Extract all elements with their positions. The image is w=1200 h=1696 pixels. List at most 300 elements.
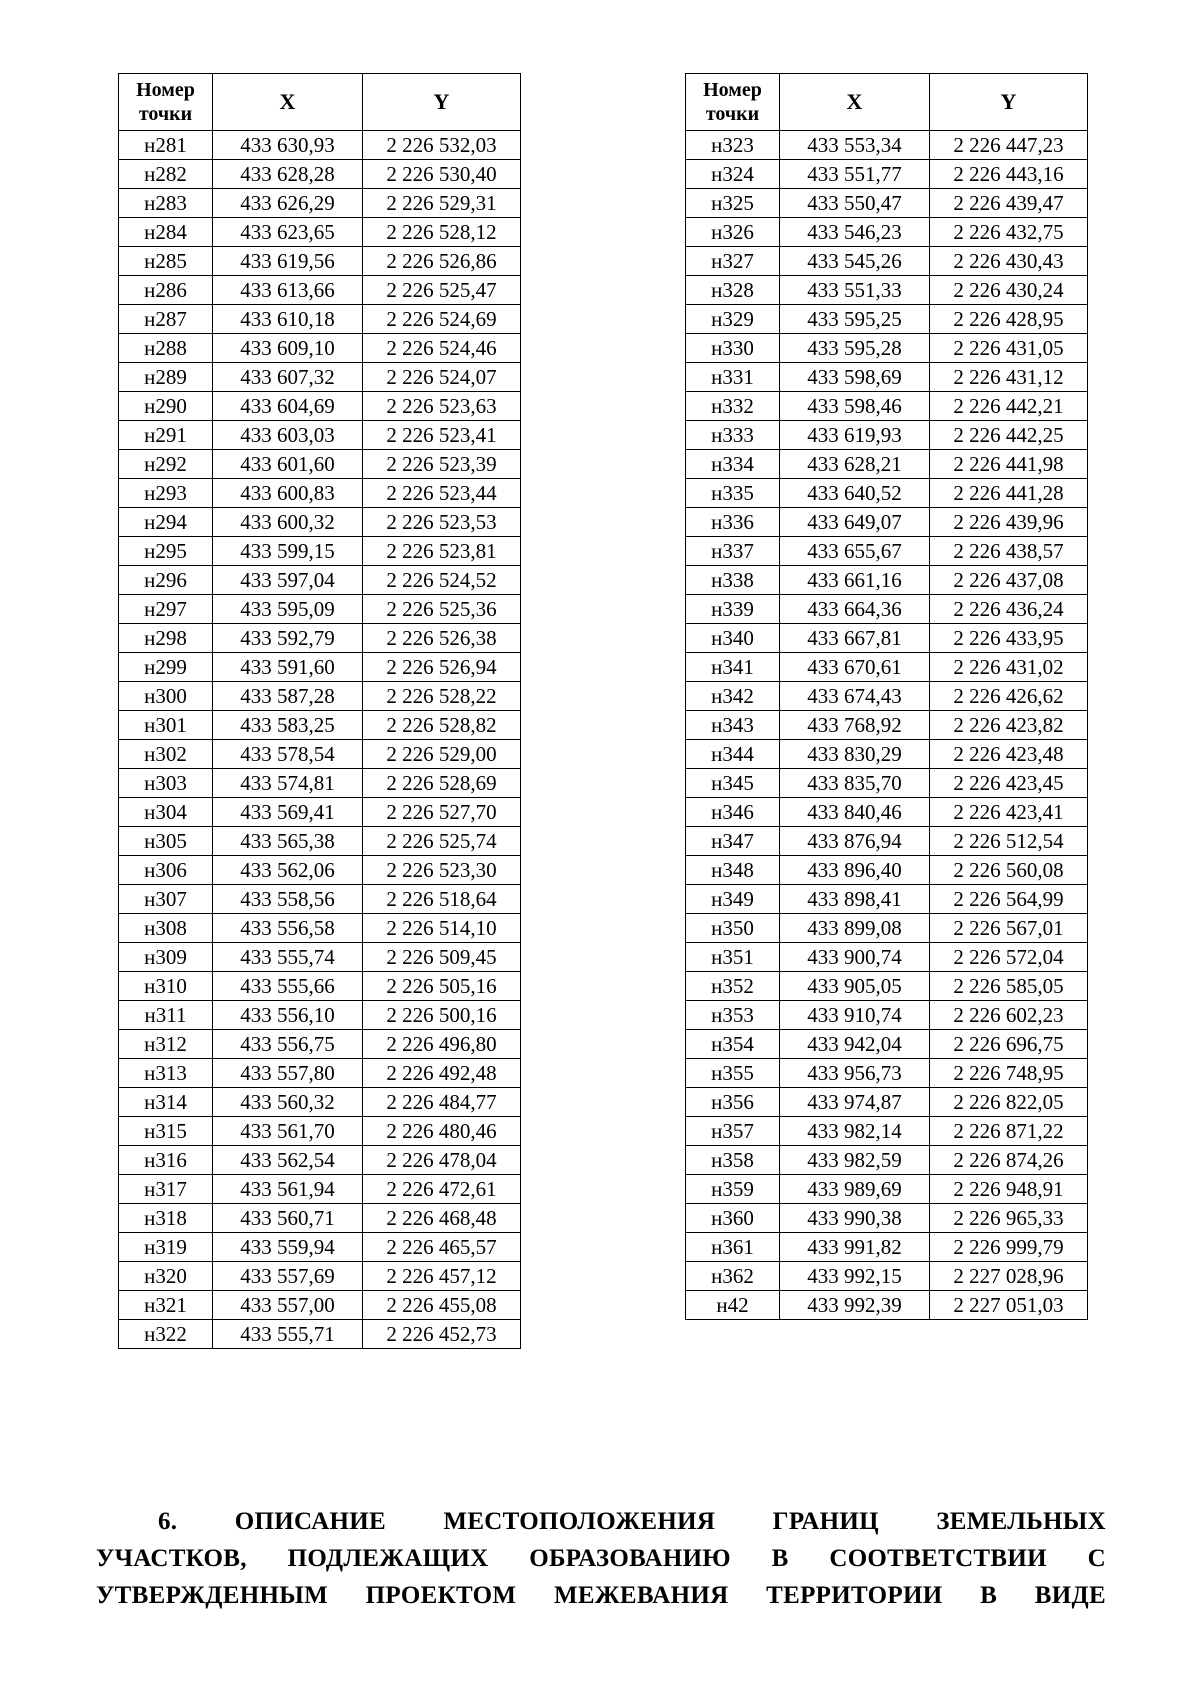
y-coordinate-cell: 2 226 532,03	[363, 131, 521, 160]
table-row	[686, 218, 1088, 247]
table-row	[119, 1320, 521, 1349]
point-number-cell: н361	[686, 1233, 780, 1262]
table-row	[686, 1088, 1088, 1117]
x-coordinate-cell: 433 595,28	[780, 334, 930, 363]
y-coordinate-cell: 2 226 523,81	[363, 537, 521, 566]
table-row	[119, 856, 521, 885]
table-row	[119, 1059, 521, 1088]
point-number-cell: н353	[686, 1001, 780, 1030]
x-coordinate-cell: 433 545,26	[780, 247, 930, 276]
x-coordinate-cell: 433 876,94	[780, 827, 930, 856]
point-number-cell: н357	[686, 1117, 780, 1146]
y-coordinate-cell: 2 226 526,86	[363, 247, 521, 276]
point-number-cell: н332	[686, 392, 780, 421]
x-coordinate-cell: 433 982,14	[780, 1117, 930, 1146]
y-coordinate-cell: 2 226 431,02	[930, 653, 1088, 682]
table-row	[119, 1204, 521, 1233]
x-coordinate-cell: 433 674,43	[780, 682, 930, 711]
point-number-cell: н359	[686, 1175, 780, 1204]
table-row	[119, 276, 521, 305]
table-row	[686, 1146, 1088, 1175]
table-row	[119, 421, 521, 450]
x-coordinate-cell: 433 835,70	[780, 769, 930, 798]
table-row	[119, 1233, 521, 1262]
y-coordinate-cell: 2 226 696,75	[930, 1030, 1088, 1059]
point-number-cell: н295	[119, 537, 213, 566]
table-row	[686, 131, 1088, 160]
point-number-cell: н328	[686, 276, 780, 305]
y-coordinate-cell: 2 226 441,98	[930, 450, 1088, 479]
x-coordinate-cell: 433 623,65	[213, 218, 363, 247]
x-coordinate-cell: 433 559,94	[213, 1233, 363, 1262]
y-coordinate-cell: 2 226 518,64	[363, 885, 521, 914]
point-number-cell: н302	[119, 740, 213, 769]
table-row	[119, 334, 521, 363]
x-coordinate-cell: 433 956,73	[780, 1059, 930, 1088]
y-coordinate-cell: 2 226 455,08	[363, 1291, 521, 1320]
table-row	[119, 624, 521, 653]
point-number-cell: н296	[119, 566, 213, 595]
point-number-cell: н312	[119, 1030, 213, 1059]
y-coordinate-cell: 2 226 564,99	[930, 885, 1088, 914]
point-number-cell: н309	[119, 943, 213, 972]
point-number-cell: н355	[686, 1059, 780, 1088]
x-coordinate-cell: 433 595,09	[213, 595, 363, 624]
table-row	[686, 276, 1088, 305]
y-coordinate-cell: 2 226 525,47	[363, 276, 521, 305]
y-coordinate-cell: 2 226 948,91	[930, 1175, 1088, 1204]
table-row	[686, 247, 1088, 276]
table-row	[119, 740, 521, 769]
x-coordinate-cell: 433 604,69	[213, 392, 363, 421]
point-number-cell: н288	[119, 334, 213, 363]
x-coordinate-cell: 433 896,40	[780, 856, 930, 885]
table-row	[119, 160, 521, 189]
table-row	[686, 1204, 1088, 1233]
table-row	[686, 450, 1088, 479]
x-coordinate-cell: 433 555,74	[213, 943, 363, 972]
table-row	[686, 885, 1088, 914]
x-coordinate-cell: 433 557,80	[213, 1059, 363, 1088]
table-row	[119, 1088, 521, 1117]
point-number-cell: н290	[119, 392, 213, 421]
table-row	[119, 131, 521, 160]
x-coordinate-cell: 433 556,10	[213, 1001, 363, 1030]
table-row	[686, 479, 1088, 508]
x-coordinate-cell: 433 583,25	[213, 711, 363, 740]
y-coordinate-cell: 2 226 526,38	[363, 624, 521, 653]
y-coordinate-cell: 2 226 999,79	[930, 1233, 1088, 1262]
x-coordinate-cell: 433 991,82	[780, 1233, 930, 1262]
y-coordinate-cell: 2 226 438,57	[930, 537, 1088, 566]
point-number-cell: н304	[119, 798, 213, 827]
table-row	[686, 1291, 1088, 1320]
table-row	[686, 595, 1088, 624]
y-coordinate-cell: 2 226 527,70	[363, 798, 521, 827]
y-coordinate-cell: 2 226 523,30	[363, 856, 521, 885]
table-row	[119, 914, 521, 943]
y-coordinate-cell: 2 226 965,33	[930, 1204, 1088, 1233]
x-coordinate-cell: 433 591,60	[213, 653, 363, 682]
x-coordinate-cell: 433 649,07	[780, 508, 930, 537]
table-row	[119, 798, 521, 827]
table-row	[686, 856, 1088, 885]
table-row	[686, 769, 1088, 798]
x-coordinate-cell: 433 560,71	[213, 1204, 363, 1233]
point-number-cell: н336	[686, 508, 780, 537]
point-number-cell: н344	[686, 740, 780, 769]
point-number-cell: н287	[119, 305, 213, 334]
y-coordinate-cell: 2 226 528,22	[363, 682, 521, 711]
x-coordinate-cell: 433 768,92	[780, 711, 930, 740]
y-coordinate-cell: 2 226 523,53	[363, 508, 521, 537]
point-number-cell: н303	[119, 769, 213, 798]
y-coordinate-cell: 2 226 457,12	[363, 1262, 521, 1291]
header-x: X	[213, 74, 363, 131]
y-coordinate-cell: 2 226 432,75	[930, 218, 1088, 247]
x-coordinate-cell: 433 989,69	[780, 1175, 930, 1204]
y-coordinate-cell: 2 226 505,16	[363, 972, 521, 1001]
y-coordinate-cell: 2 226 442,21	[930, 392, 1088, 421]
x-coordinate-cell: 433 900,74	[780, 943, 930, 972]
x-coordinate-cell: 433 599,15	[213, 537, 363, 566]
x-coordinate-cell: 433 551,33	[780, 276, 930, 305]
point-number-cell: н331	[686, 363, 780, 392]
table-row	[686, 1059, 1088, 1088]
table-row	[686, 711, 1088, 740]
y-coordinate-cell: 2 226 437,08	[930, 566, 1088, 595]
point-number-cell: н301	[119, 711, 213, 740]
y-coordinate-cell: 2 226 441,28	[930, 479, 1088, 508]
y-coordinate-cell: 2 226 439,96	[930, 508, 1088, 537]
y-coordinate-cell: 2 226 528,82	[363, 711, 521, 740]
x-coordinate-cell: 433 603,03	[213, 421, 363, 450]
x-coordinate-cell: 433 600,32	[213, 508, 363, 537]
y-coordinate-cell: 2 226 428,95	[930, 305, 1088, 334]
point-number-cell: н345	[686, 769, 780, 798]
y-coordinate-cell: 2 226 523,39	[363, 450, 521, 479]
table-row	[686, 508, 1088, 537]
y-coordinate-cell: 2 226 525,36	[363, 595, 521, 624]
y-coordinate-cell: 2 226 822,05	[930, 1088, 1088, 1117]
y-coordinate-cell: 2 227 051,03	[930, 1291, 1088, 1320]
x-coordinate-cell: 433 661,16	[780, 566, 930, 595]
x-coordinate-cell: 433 597,04	[213, 566, 363, 595]
y-coordinate-cell: 2 226 480,46	[363, 1117, 521, 1146]
y-coordinate-cell: 2 226 512,54	[930, 827, 1088, 856]
table-row	[119, 1291, 521, 1320]
y-coordinate-cell: 2 226 523,63	[363, 392, 521, 421]
y-coordinate-cell: 2 226 528,69	[363, 769, 521, 798]
header-y: Y	[930, 74, 1088, 131]
table-row	[119, 1146, 521, 1175]
header-point-number	[119, 74, 213, 131]
section-heading-line-3: УТВЕРЖДЕННЫМ ПРОЕКТОМ МЕЖЕВАНИЯ ТЕРРИТОРИИ В ВИДЕ	[96, 1582, 1106, 1609]
table-row	[686, 914, 1088, 943]
x-coordinate-cell: 433 578,54	[213, 740, 363, 769]
y-coordinate-cell: 2 226 526,94	[363, 653, 521, 682]
x-coordinate-cell: 433 592,79	[213, 624, 363, 653]
table-row	[119, 1030, 521, 1059]
y-coordinate-cell: 2 226 423,45	[930, 769, 1088, 798]
point-number-cell: н300	[119, 682, 213, 711]
table-row	[686, 943, 1088, 972]
table-row	[119, 1175, 521, 1204]
table-row	[686, 305, 1088, 334]
coordinates-table-left	[118, 73, 521, 1349]
y-coordinate-cell: 2 226 560,08	[930, 856, 1088, 885]
point-number-cell: н310	[119, 972, 213, 1001]
table-row	[119, 885, 521, 914]
x-coordinate-cell: 433 974,87	[780, 1088, 930, 1117]
point-number-cell: н298	[119, 624, 213, 653]
table-row	[119, 479, 521, 508]
x-coordinate-cell: 433 640,52	[780, 479, 930, 508]
point-number-cell: н283	[119, 189, 213, 218]
table-row	[119, 189, 521, 218]
section-heading-line-2: УЧАСТКОВ, ПОДЛЕЖАЩИХ ОБРАЗОВАНИЮ В СООТВЕТСТВИИ С	[96, 1545, 1106, 1572]
table-row	[686, 827, 1088, 856]
point-number-cell: н358	[686, 1146, 780, 1175]
point-number-cell: н349	[686, 885, 780, 914]
y-coordinate-cell: 2 226 530,40	[363, 160, 521, 189]
x-coordinate-cell: 433 600,83	[213, 479, 363, 508]
table-row	[119, 566, 521, 595]
x-coordinate-cell: 433 982,59	[780, 1146, 930, 1175]
y-coordinate-cell: 2 226 602,23	[930, 1001, 1088, 1030]
x-coordinate-cell: 433 619,56	[213, 247, 363, 276]
table-row	[119, 653, 521, 682]
header-number-line2: точки	[705, 103, 760, 125]
table-row	[686, 1030, 1088, 1059]
y-coordinate-cell: 2 226 447,23	[930, 131, 1088, 160]
x-coordinate-cell: 433 601,60	[213, 450, 363, 479]
point-number-cell: н323	[686, 131, 780, 160]
point-number-cell: н348	[686, 856, 780, 885]
point-number-cell: н281	[119, 131, 213, 160]
point-number-cell: н322	[119, 1320, 213, 1349]
header-point-number	[686, 74, 780, 131]
y-coordinate-cell: 2 226 484,77	[363, 1088, 521, 1117]
table-row	[119, 247, 521, 276]
x-coordinate-cell: 433 613,66	[213, 276, 363, 305]
x-coordinate-cell: 433 561,70	[213, 1117, 363, 1146]
y-coordinate-cell: 2 226 528,12	[363, 218, 521, 247]
x-coordinate-cell: 433 609,10	[213, 334, 363, 363]
point-number-cell: н311	[119, 1001, 213, 1030]
x-coordinate-cell: 433 556,75	[213, 1030, 363, 1059]
table-row	[686, 1001, 1088, 1030]
x-coordinate-cell: 433 560,32	[213, 1088, 363, 1117]
table-body-left	[119, 131, 521, 1349]
point-number-cell: н292	[119, 450, 213, 479]
table-row	[119, 508, 521, 537]
x-coordinate-cell: 433 910,74	[780, 1001, 930, 1030]
y-coordinate-cell: 2 226 514,10	[363, 914, 521, 943]
table-row	[119, 972, 521, 1001]
y-coordinate-cell: 2 226 871,22	[930, 1117, 1088, 1146]
table-body-right	[686, 131, 1088, 1320]
x-coordinate-cell: 433 898,41	[780, 885, 930, 914]
y-coordinate-cell: 2 226 430,24	[930, 276, 1088, 305]
point-number-cell: н307	[119, 885, 213, 914]
x-coordinate-cell: 433 558,56	[213, 885, 363, 914]
table-row	[119, 711, 521, 740]
y-coordinate-cell: 2 226 500,16	[363, 1001, 521, 1030]
y-coordinate-cell: 2 226 423,41	[930, 798, 1088, 827]
table-header-row	[119, 74, 521, 131]
point-number-cell: н294	[119, 508, 213, 537]
point-number-cell: н316	[119, 1146, 213, 1175]
point-number-cell: н42	[686, 1291, 780, 1320]
header-y: Y	[363, 74, 521, 131]
table-row	[686, 392, 1088, 421]
y-coordinate-cell: 2 226 433,95	[930, 624, 1088, 653]
y-coordinate-cell: 2 226 431,12	[930, 363, 1088, 392]
y-coordinate-cell: 2 226 443,16	[930, 160, 1088, 189]
point-number-cell: н314	[119, 1088, 213, 1117]
point-number-cell: н313	[119, 1059, 213, 1088]
x-coordinate-cell: 433 992,15	[780, 1262, 930, 1291]
x-coordinate-cell: 433 562,54	[213, 1146, 363, 1175]
point-number-cell: н284	[119, 218, 213, 247]
point-number-cell: н330	[686, 334, 780, 363]
table-row	[686, 653, 1088, 682]
table-row	[119, 450, 521, 479]
table-row	[686, 972, 1088, 1001]
y-coordinate-cell: 2 226 468,48	[363, 1204, 521, 1233]
x-coordinate-cell: 433 553,34	[780, 131, 930, 160]
x-coordinate-cell: 433 840,46	[780, 798, 930, 827]
point-number-cell: н347	[686, 827, 780, 856]
table-row	[686, 682, 1088, 711]
header-number-line1: Номер	[703, 79, 762, 101]
y-coordinate-cell: 2 226 496,80	[363, 1030, 521, 1059]
table-row	[119, 537, 521, 566]
y-coordinate-cell: 2 226 439,47	[930, 189, 1088, 218]
x-coordinate-cell: 433 610,18	[213, 305, 363, 334]
y-coordinate-cell: 2 226 423,82	[930, 711, 1088, 740]
point-number-cell: н362	[686, 1262, 780, 1291]
point-number-cell: н335	[686, 479, 780, 508]
table-row	[119, 827, 521, 856]
table-row	[686, 624, 1088, 653]
point-number-cell: н341	[686, 653, 780, 682]
x-coordinate-cell: 433 628,21	[780, 450, 930, 479]
x-coordinate-cell: 433 587,28	[213, 682, 363, 711]
x-coordinate-cell: 433 992,39	[780, 1291, 930, 1320]
point-number-cell: н282	[119, 160, 213, 189]
point-number-cell: н327	[686, 247, 780, 276]
table-row	[686, 740, 1088, 769]
x-coordinate-cell: 433 557,69	[213, 1262, 363, 1291]
table-row	[686, 189, 1088, 218]
table-row	[686, 160, 1088, 189]
y-coordinate-cell: 2 226 524,07	[363, 363, 521, 392]
x-coordinate-cell: 433 990,38	[780, 1204, 930, 1233]
x-coordinate-cell: 433 574,81	[213, 769, 363, 798]
x-coordinate-cell: 433 569,41	[213, 798, 363, 827]
x-coordinate-cell: 433 655,67	[780, 537, 930, 566]
x-coordinate-cell: 433 557,00	[213, 1291, 363, 1320]
point-number-cell: н299	[119, 653, 213, 682]
point-number-cell: н354	[686, 1030, 780, 1059]
table-row	[119, 218, 521, 247]
point-number-cell: н291	[119, 421, 213, 450]
point-number-cell: н340	[686, 624, 780, 653]
table-row	[686, 537, 1088, 566]
y-coordinate-cell: 2 226 492,48	[363, 1059, 521, 1088]
table-header-row	[686, 74, 1088, 131]
table-row	[686, 1117, 1088, 1146]
point-number-cell: н346	[686, 798, 780, 827]
y-coordinate-cell: 2 226 524,52	[363, 566, 521, 595]
point-number-cell: н320	[119, 1262, 213, 1291]
coordinates-table-right	[685, 73, 1088, 1320]
y-coordinate-cell: 2 226 426,62	[930, 682, 1088, 711]
x-coordinate-cell: 433 555,71	[213, 1320, 363, 1349]
x-coordinate-cell: 433 595,25	[780, 305, 930, 334]
point-number-cell: н343	[686, 711, 780, 740]
point-number-cell: н360	[686, 1204, 780, 1233]
x-coordinate-cell: 433 942,04	[780, 1030, 930, 1059]
y-coordinate-cell: 2 226 525,74	[363, 827, 521, 856]
table-row	[119, 595, 521, 624]
table-row	[119, 1001, 521, 1030]
x-coordinate-cell: 433 664,36	[780, 595, 930, 624]
table-row	[119, 943, 521, 972]
point-number-cell: н308	[119, 914, 213, 943]
y-coordinate-cell: 2 226 430,43	[930, 247, 1088, 276]
y-coordinate-cell: 2 226 748,95	[930, 1059, 1088, 1088]
point-number-cell: н342	[686, 682, 780, 711]
y-coordinate-cell: 2 226 478,04	[363, 1146, 521, 1175]
y-coordinate-cell: 2 226 523,41	[363, 421, 521, 450]
x-coordinate-cell: 433 598,46	[780, 392, 930, 421]
y-coordinate-cell: 2 226 529,31	[363, 189, 521, 218]
y-coordinate-cell: 2 226 452,73	[363, 1320, 521, 1349]
x-coordinate-cell: 433 619,93	[780, 421, 930, 450]
x-coordinate-cell: 433 630,93	[213, 131, 363, 160]
table-row	[119, 682, 521, 711]
table-row	[686, 566, 1088, 595]
x-coordinate-cell: 433 667,81	[780, 624, 930, 653]
y-coordinate-cell: 2 226 523,44	[363, 479, 521, 508]
header-number-line2: точки	[138, 103, 193, 125]
y-coordinate-cell: 2 227 028,96	[930, 1262, 1088, 1291]
table-row	[686, 1262, 1088, 1291]
point-number-cell: н318	[119, 1204, 213, 1233]
point-number-cell: н337	[686, 537, 780, 566]
point-number-cell: н319	[119, 1233, 213, 1262]
table-row	[119, 363, 521, 392]
y-coordinate-cell: 2 226 524,69	[363, 305, 521, 334]
point-number-cell: н317	[119, 1175, 213, 1204]
y-coordinate-cell: 2 226 524,46	[363, 334, 521, 363]
table-row	[119, 1262, 521, 1291]
x-coordinate-cell: 433 551,77	[780, 160, 930, 189]
point-number-cell: н329	[686, 305, 780, 334]
table-row	[686, 1175, 1088, 1204]
table-row	[686, 421, 1088, 450]
point-number-cell: н326	[686, 218, 780, 247]
x-coordinate-cell: 433 561,94	[213, 1175, 363, 1204]
x-coordinate-cell: 433 556,58	[213, 914, 363, 943]
point-number-cell: н321	[119, 1291, 213, 1320]
x-coordinate-cell: 433 598,69	[780, 363, 930, 392]
x-coordinate-cell: 433 628,28	[213, 160, 363, 189]
point-number-cell: н339	[686, 595, 780, 624]
